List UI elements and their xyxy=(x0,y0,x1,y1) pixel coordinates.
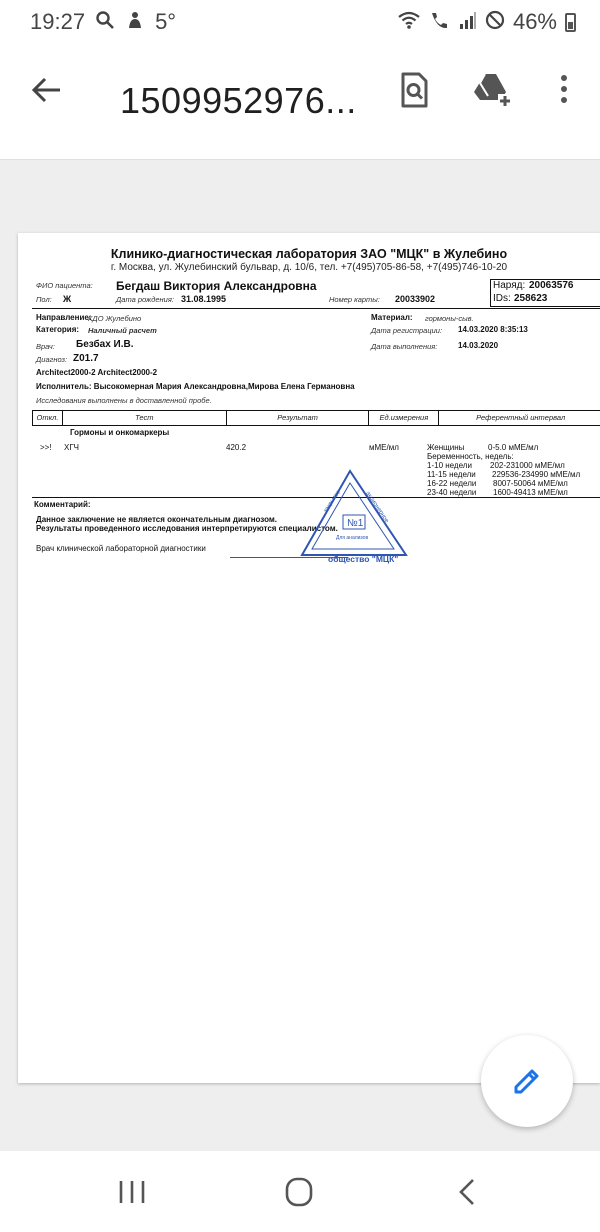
fio-label: ФИО пациента: xyxy=(36,281,93,290)
document-title: 1509952976... xyxy=(120,80,357,121)
diagnosis-value: Z01.7 xyxy=(73,353,99,364)
comment-label: Комментарий: xyxy=(34,500,91,509)
lab-address: г. Москва, ул. Жулебинский бульвар, д. 10/6, тел. +7(495)705-86-58, +7(495)746-10-20 xyxy=(110,262,508,273)
find-in-document-button[interactable] xyxy=(390,66,438,114)
test-result: 420.2 xyxy=(226,443,247,452)
divider xyxy=(32,308,600,309)
disclaimer-line-1: Данное заключение не является окончательным диагнозом. xyxy=(36,515,278,524)
signal-icon xyxy=(459,10,477,34)
category-value: Наличный расчет xyxy=(88,326,157,335)
disclaimer-line-2: Результаты проведенного исследования интерпретируются специалистом. xyxy=(36,524,338,533)
results-table-header xyxy=(32,410,600,426)
ref-label: 16-22 недели xyxy=(427,479,477,488)
ids-label: IDs: xyxy=(493,293,511,304)
app-bar xyxy=(0,44,600,160)
direction-label: Направление: xyxy=(36,313,92,322)
stamp-number: №1 xyxy=(347,518,364,529)
order-number: 20063576 xyxy=(529,280,574,291)
ref-label: Женщины xyxy=(427,443,465,452)
chevron-left-icon xyxy=(448,1175,488,1209)
stamp-side: акционерное xyxy=(364,490,390,525)
lab-title: Клинико-диагностическая лаборатория ЗАО "МЦК" в Жулебино xyxy=(110,247,508,261)
ref-value: 202-231000 мМЕ/мл xyxy=(490,461,565,470)
direction-value: КДО Жулебино xyxy=(88,314,142,323)
more-vert-icon xyxy=(540,66,588,114)
find-in-page-icon xyxy=(390,66,438,114)
weather-temperature: 5° xyxy=(155,9,177,34)
stamp-top: закрытое xyxy=(322,489,343,515)
performer: Исполнитель: Высокомерная Мария Александровна,Мирова Елена Германовна xyxy=(36,382,355,391)
system-nav-bar xyxy=(0,1151,600,1232)
home-icon xyxy=(279,1175,319,1209)
pencil-icon xyxy=(510,1064,544,1098)
drive-add-icon xyxy=(468,66,516,114)
card-number: 20033902 xyxy=(395,294,436,304)
stamp-bottom: общество "МЦК" xyxy=(328,554,399,564)
do-not-disturb-icon xyxy=(485,10,505,34)
card-label: Номер карты: xyxy=(329,295,380,304)
done-date-value: 14.03.2020 xyxy=(458,341,499,350)
ref-label: 11-15 недели xyxy=(427,470,476,479)
recents-icon xyxy=(112,1175,152,1209)
nav-back-button[interactable] xyxy=(448,1175,488,1209)
doctor-label: Врач: xyxy=(36,342,55,351)
analyzer: Architect2000-2 Architect2000-2 xyxy=(36,368,158,377)
back-button[interactable] xyxy=(24,66,72,114)
col-unit: Ед.измерения xyxy=(369,411,439,425)
col-deviation: Откл. xyxy=(33,411,63,425)
reg-date-value: 14.03.2020 8:35:13 xyxy=(458,325,528,334)
done-date-label: Дата выполнения: xyxy=(371,342,438,351)
dob-label: Дата рождения: xyxy=(116,295,174,304)
diagnosis-label: Диагноз: xyxy=(36,355,68,364)
battery-percent: 46% xyxy=(512,9,557,34)
col-result: Результат xyxy=(227,411,370,425)
pdf-viewer[interactable] xyxy=(0,161,600,1151)
ref-value: 1600-49413 мМЕ/мл xyxy=(493,488,568,497)
test-group: Гормоны и онкомаркеры xyxy=(70,428,170,437)
arrow-back-icon xyxy=(24,66,72,114)
search-status-icon xyxy=(95,10,115,34)
ref-label: 1-10 недели xyxy=(427,461,472,470)
ref-label: 23-40 недели xyxy=(427,488,477,497)
patient-sex: Ж xyxy=(63,294,72,304)
signature-label: Врач клинической лабораторной диагностики xyxy=(36,544,206,553)
edit-fab-button[interactable] xyxy=(481,1035,573,1127)
status-time: 19:27 xyxy=(30,9,86,34)
status-bar xyxy=(0,0,600,44)
ids-number: 258623 xyxy=(514,293,548,304)
reg-date-label: Дата регистрации: xyxy=(371,326,443,335)
material-label: Материал: xyxy=(371,313,413,322)
sex-label: Пол: xyxy=(36,295,52,304)
material-value: гормоны-сыв. xyxy=(425,314,474,323)
doctor-value: Безбах И.В. xyxy=(76,339,134,350)
home-button[interactable] xyxy=(279,1175,319,1209)
more-options-button[interactable] xyxy=(540,66,588,114)
ref-value: 0-5.0 мМЕ/мл xyxy=(488,443,539,452)
test-unit: мМЕ/мл xyxy=(369,443,399,452)
wifi-icon xyxy=(397,10,421,34)
ref-value: 229536-234990 мМЕ/мл xyxy=(492,470,581,479)
col-reference: Референтный интервал xyxy=(476,413,566,422)
sample-note: Исследования выполнены в доставленной пробе. xyxy=(36,396,212,405)
ref-value: 8007-50064 мМЕ/мл xyxy=(493,479,568,488)
result-flag: >>! xyxy=(40,443,52,452)
clinic-stamp xyxy=(296,465,426,565)
col-test: Тест xyxy=(63,411,227,425)
notification-status-icon xyxy=(125,10,145,34)
patient-name: Бегдаш Виктория Александровна xyxy=(116,279,317,293)
battery-icon xyxy=(565,13,576,32)
stamp-sub: Для анализов xyxy=(336,535,369,541)
category-label: Категория: xyxy=(36,325,80,334)
test-name: ХГЧ xyxy=(64,443,79,452)
recent-apps-button[interactable] xyxy=(112,1175,152,1209)
call-wifi-icon xyxy=(429,10,451,34)
patient-dob: 31.08.1995 xyxy=(181,294,227,304)
order-label: Наряд: xyxy=(493,280,526,291)
ref-label: Беременность, недель: xyxy=(427,452,514,461)
add-to-drive-button[interactable] xyxy=(468,66,516,114)
pdf-page xyxy=(18,233,600,1083)
